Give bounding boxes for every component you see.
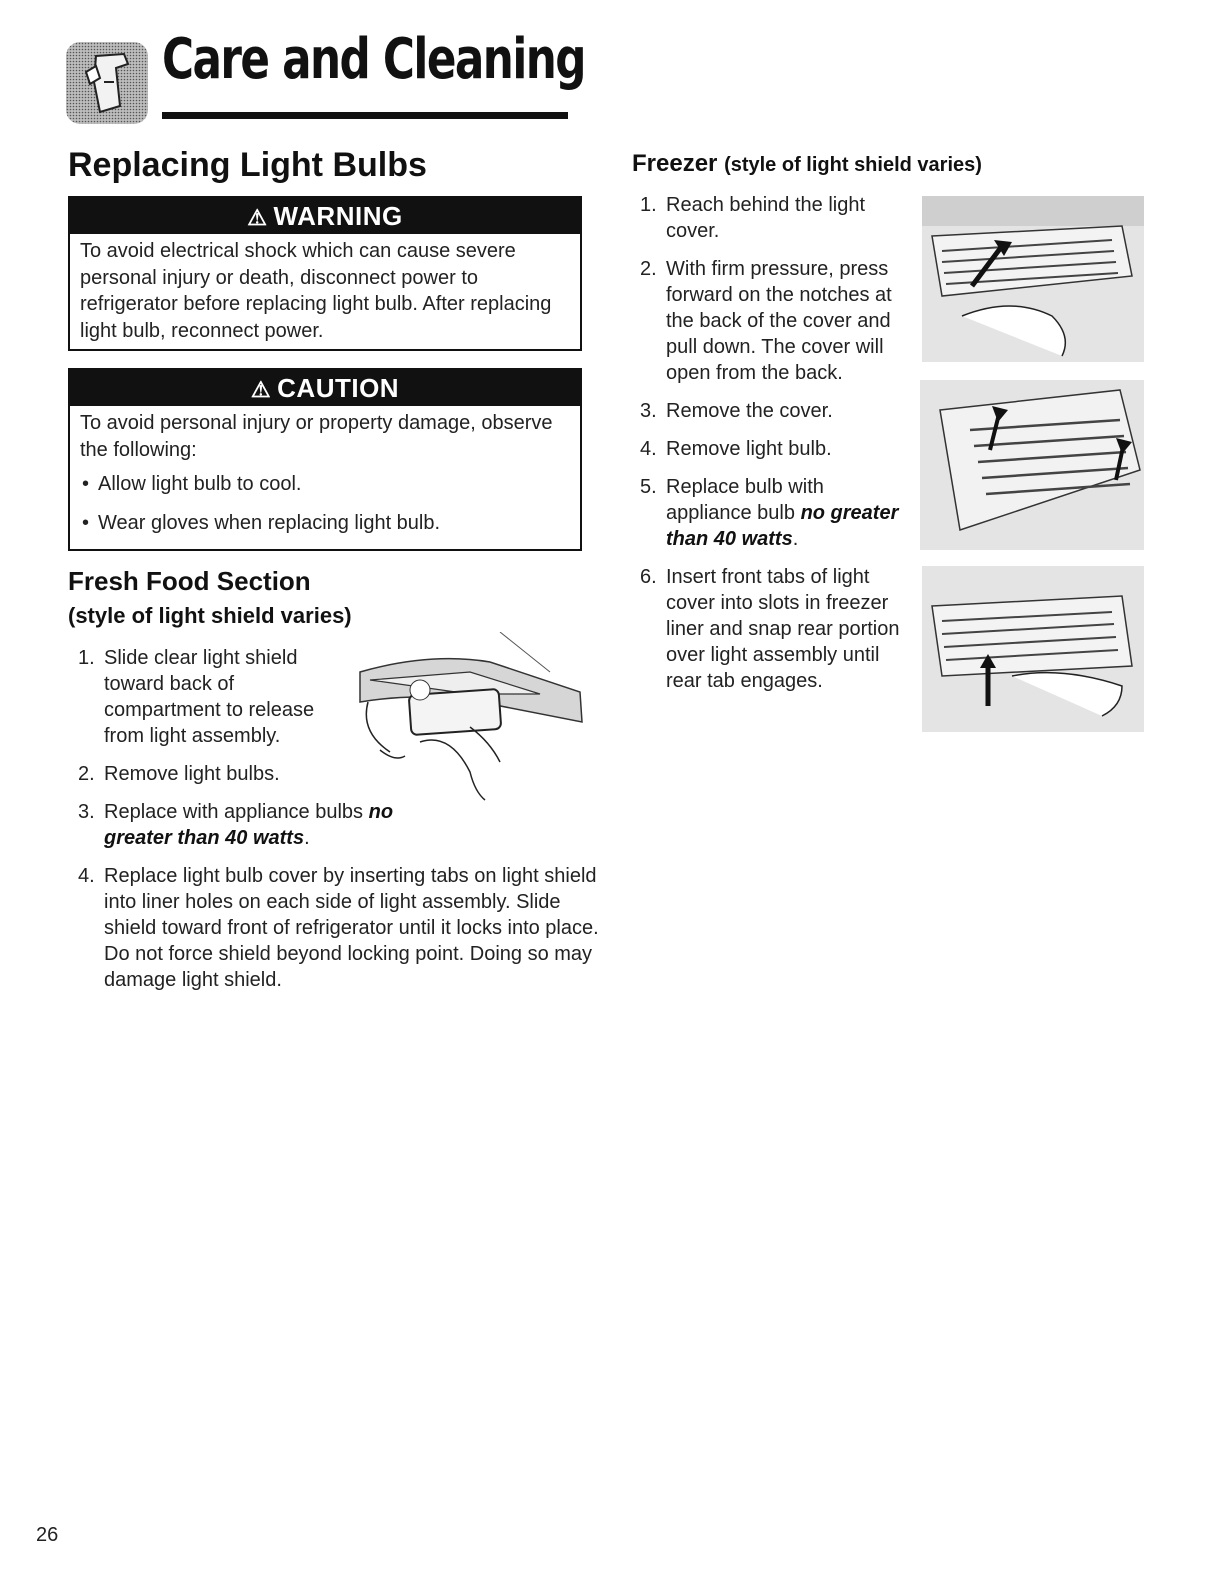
list-item: 2. With firm pressure, press forward on the notches at the back of the cover and pull down. The cover will open from the back.	[640, 258, 892, 384]
fresh-food-title: Fresh Food Section	[68, 566, 311, 596]
list-item: 3. Replace with appliance bulbs no greater than 40 watts.	[78, 801, 394, 849]
freezer-steps	[640, 192, 910, 706]
list-item: 1. Reach behind the light cover.	[640, 194, 866, 242]
list-item: 3. Remove the cover.	[640, 400, 833, 422]
freezer-title-line	[632, 150, 982, 178]
freezer-step-remove-illustration	[920, 380, 1144, 550]
caution-triangle-icon: ⚠	[250, 377, 272, 402]
list-item: 5. Replace bulb with appliance bulb no greater than 40 watts.	[640, 476, 899, 550]
spray-bottle-icon	[66, 42, 148, 124]
header-rule	[162, 112, 568, 119]
warning-box	[68, 196, 582, 351]
caution-header	[70, 370, 580, 406]
caution-body	[70, 406, 580, 554]
warning-label: WARNING	[273, 201, 403, 231]
list-item: 2. Remove light bulbs.	[78, 763, 280, 785]
fresh-food-subtitle: (style of light shield varies)	[68, 603, 352, 628]
fresh-food-light-shield-illustration	[350, 632, 586, 802]
caution-label: CAUTION	[277, 373, 400, 403]
list-item: 1. Slide clear light shield toward back of compartment to release from light assembly.	[78, 647, 315, 747]
freezer-subtitle: (style of light shield varies)	[724, 154, 982, 176]
list-item: 4. Replace light bulb cover by inserting tabs on light shield into liner holes on each side of light assembly. Slide shield toward front of refrigerator until it locks into place. Do not force shield beyond locking point. Doing so may damage light shield.	[78, 865, 599, 991]
section-title: Replacing Light Bulbs	[68, 146, 427, 184]
freezer-step-press-illustration	[922, 196, 1144, 362]
caution-bullet: • Allow light bulb to cool.	[80, 471, 570, 498]
warning-text: To avoid electrical shock which can cause severe personal injury or death, disconnect power to refrigerator before replacing light bulb. After replacing light bulb, reconnect power.	[80, 240, 552, 342]
caution-bullet: • Wear gloves when replacing light bulb.	[80, 510, 570, 537]
freezer-step-insert-illustration	[922, 566, 1144, 732]
page-number: 26	[36, 1524, 59, 1546]
page-header-title: Care and Cleaning	[162, 27, 585, 92]
caution-box	[68, 368, 582, 551]
list-item: 4. Remove light bulb.	[640, 438, 832, 460]
list-item: 6. Insert front tabs of light cover into slots in freezer liner and snap rear portion over light assembly until rear tab engages.	[640, 566, 900, 692]
caution-text: To avoid personal injury or property damage, observe the following:	[80, 412, 553, 461]
warning-header	[70, 198, 580, 234]
caution-bullets	[80, 471, 570, 536]
freezer-title: Freezer	[632, 150, 718, 177]
warning-triangle-icon: ⚠	[247, 205, 268, 230]
